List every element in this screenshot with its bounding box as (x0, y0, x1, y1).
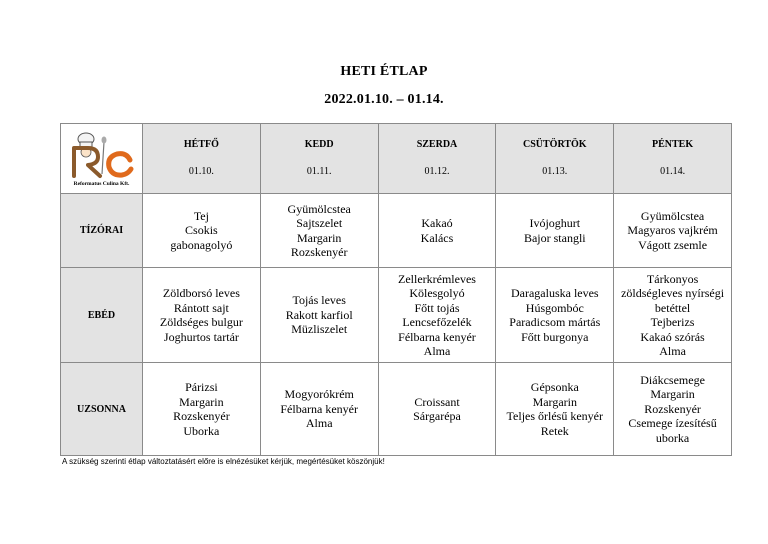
day-header (143, 124, 261, 194)
menu-item: Croissant (414, 394, 460, 409)
menu-item: Paradicsom mártás (509, 315, 601, 329)
meal-label: UZSONNA (61, 363, 143, 456)
day-date: 01.11. (306, 166, 332, 177)
date-range: 2022.01.10. – 01.14. (324, 92, 444, 107)
menu-cell (378, 268, 496, 363)
menu-item: Tárkonyos (646, 271, 699, 286)
menu-item: gabonagolyó (170, 237, 233, 252)
footnote: A szükség szerinti étlap változtatásért előre is elnézésüket kérjük, megértésüket köszönjük! (62, 457, 385, 466)
menu-item: Margarin (532, 394, 577, 409)
menu-item: Főtt burgonya (521, 329, 589, 344)
menu-item: Gyümölcstea (287, 201, 351, 216)
menu-cell (378, 363, 496, 456)
menu-item: Rántott sajt (173, 300, 229, 315)
menu-item: Alma (423, 344, 451, 358)
menu-item: Rakott karfiol (285, 307, 353, 322)
menu-item: Alma (305, 416, 333, 431)
day-name: SZERDA (416, 139, 458, 150)
day-date: 01.13. (542, 166, 568, 177)
menu-item: Joghurtos tartár (163, 329, 239, 344)
logo-text: Reformatus Culina Kft. (73, 181, 130, 187)
menu-item: Rozskenyér (644, 401, 701, 416)
menu-cell (496, 268, 614, 363)
menu-item: Alma (659, 344, 686, 358)
menu-item: Félbarna kenyér (280, 401, 359, 416)
menu-item: Kakaó (421, 216, 453, 230)
day-name: KEDD (304, 139, 334, 150)
menu-item: Magyaros vajkrém (627, 223, 718, 238)
menu-item: Húsgombóc (525, 300, 584, 315)
day-name: HÉTFŐ (183, 139, 219, 150)
menu-item: Gépsonka (530, 380, 579, 394)
menu-item: Csemege ízesítésű (628, 416, 717, 431)
company-logo (64, 130, 140, 188)
menu-cell (614, 268, 732, 363)
menu-cell (260, 194, 378, 268)
menu-item: Diákcsemege (640, 372, 705, 387)
menu-item: Kalács (420, 230, 454, 245)
menu-cell (496, 363, 614, 456)
menu-cell (496, 194, 614, 268)
menu-item: Sajtszelet (296, 216, 343, 230)
day-name: CSÜTÖRTÖK (523, 139, 587, 150)
chef-logo-icon (64, 130, 140, 180)
menu-item: Daragaluska leves (510, 286, 599, 300)
meal-row (61, 268, 732, 363)
meal-label: EBÉD (61, 268, 143, 363)
menu-item: Retek (540, 423, 569, 438)
day-header (260, 124, 378, 194)
menu-item: Teljes őrlésű kenyér (506, 409, 604, 423)
menu-cell (143, 268, 261, 363)
menu-item: Margarin (650, 387, 695, 402)
menu-cell (143, 194, 261, 268)
meal-row (61, 363, 732, 456)
menu-item: Főtt tojás (414, 300, 460, 315)
menu-item: Tej (193, 208, 209, 223)
menu-cell (378, 194, 496, 268)
header-row (61, 124, 732, 194)
menu-cell (260, 363, 378, 456)
day-date: 01.12. (424, 166, 450, 177)
menu-item: Kakaó szórás (640, 329, 705, 344)
menu-item: uborka (655, 430, 690, 445)
day-header (614, 124, 732, 194)
menu-item: Rozskenyér (290, 245, 348, 259)
day-date: 01.14. (660, 166, 686, 177)
menu-cell (614, 194, 732, 268)
menu-item: Kölesgolyó (409, 286, 465, 300)
menu-item: betéttel (654, 300, 691, 315)
menu-cell (260, 268, 378, 363)
menu-item: Mogyorókrém (284, 387, 354, 402)
menu-item: Félbarna kenyér (398, 329, 476, 344)
menu-cell (143, 363, 261, 456)
menu-item: Csokis (185, 223, 218, 238)
meal-row (61, 194, 732, 268)
day-header (378, 124, 496, 194)
menu-item: Rozskenyér (173, 409, 230, 423)
menu-item: Müzliszelet (291, 322, 348, 337)
menu-item: Zöldséges bulgur (159, 315, 243, 329)
menu-item: Zellerkrémleves (398, 271, 476, 286)
menu-item: zöldségleves nyírségi (621, 286, 725, 300)
menu-cell (614, 363, 732, 456)
menu-item: Lencsefőzelék (402, 315, 472, 329)
menu-item: Vágott zsemle (638, 237, 708, 252)
menu-item: Gyümölcstea (640, 208, 705, 223)
day-header (496, 124, 614, 194)
menu-item: Sárgarépa (413, 409, 461, 423)
menu-item: Uborka (183, 423, 220, 438)
menu-item: Bajor stangli (523, 230, 586, 245)
meal-label: TÍZÓRAI (61, 194, 143, 268)
menu-item: Margarin (296, 230, 342, 245)
day-date: 01.10. (188, 166, 214, 177)
weekly-menu-table (60, 123, 732, 456)
menu-item: Tojás leves (292, 293, 346, 308)
menu-item: Margarin (179, 394, 224, 409)
menu-item: Ivójoghurt (529, 216, 581, 230)
logo-cell (61, 124, 143, 194)
menu-item: Zöldborsó leves (162, 286, 240, 300)
day-name: PÉNTEK (652, 139, 694, 150)
menu-item: Tejberizs (650, 315, 695, 329)
menu-item: Párizsi (185, 380, 218, 394)
page-title: HETI ÉTLAP (340, 64, 428, 79)
